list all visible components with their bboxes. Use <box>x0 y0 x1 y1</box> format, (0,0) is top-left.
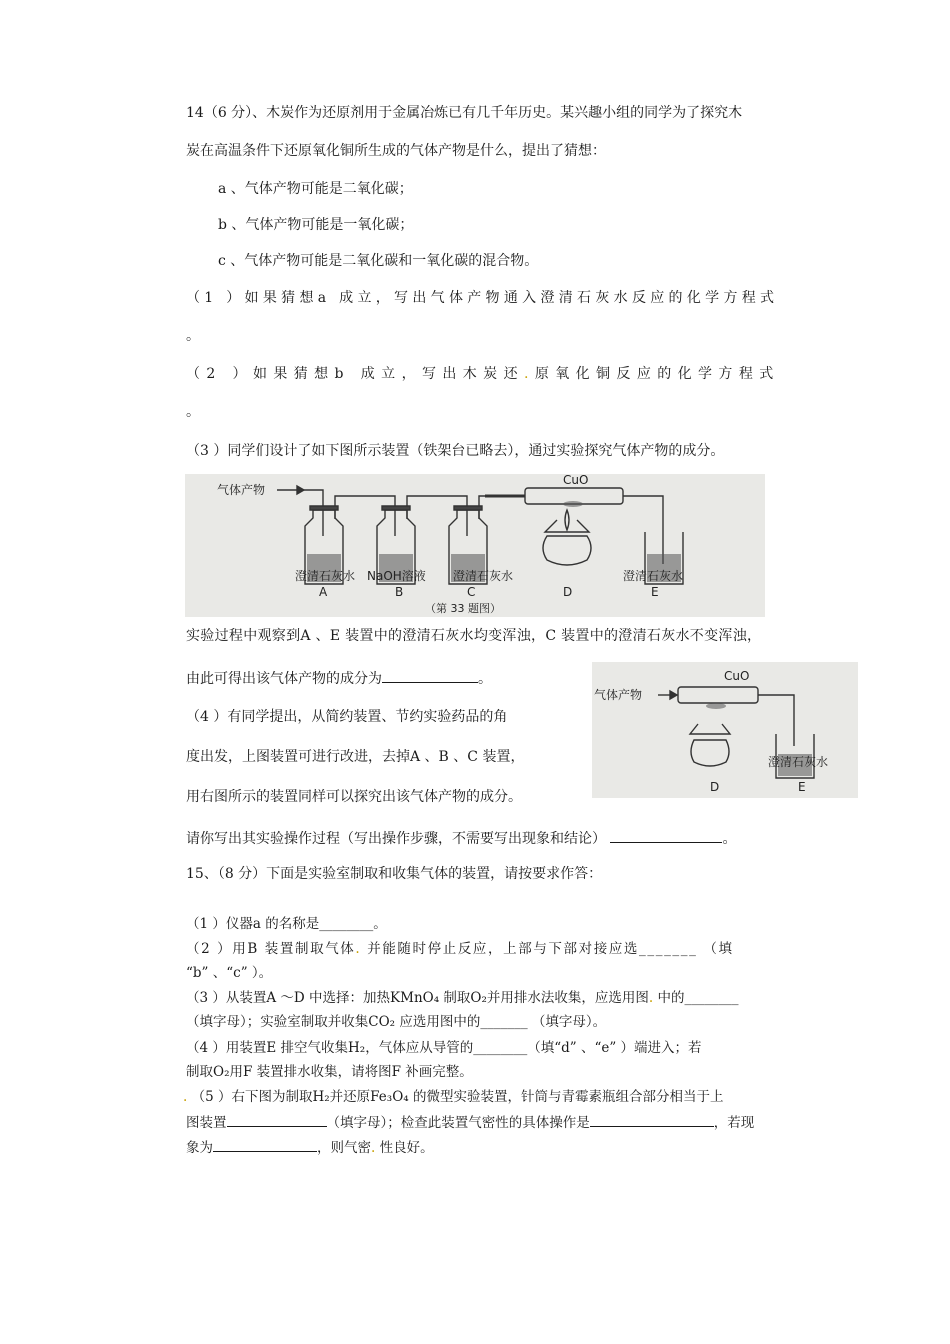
stray-dot: . <box>648 990 654 1006</box>
q14-stem-line1: 14（6 分）、木炭作为还原剂用于金属冶炼已有几千年历史。某兴趣小组的同学为了探究木 <box>186 105 743 121</box>
q15-part2-a: （2 ）用B 装置制取气体 <box>186 941 356 957</box>
fig1-label-c: 澄清石灰水 <box>453 569 514 583</box>
stray-dot: . <box>355 941 362 957</box>
q15-part3-a: （3 ）从装置A ～D 中选择：加热KMnO₄ 制取O₂并用排水法收集，应选用图 <box>186 990 649 1006</box>
q15-stem: 15、（8 分）下面是实验室制取和收集气体的装置，请按要求作答： <box>186 866 603 882</box>
q14-part4-line4 <box>186 828 736 849</box>
observation-line1: 实验过程中观察到A 、E 装置中的澄清石灰水均变浑浊，C 装置中的澄清石灰水不变浑浊， <box>186 628 762 644</box>
answer-blank-check[interactable] <box>590 1112 714 1127</box>
fig1-label-e: 澄清石灰水 <box>623 569 684 583</box>
guess-b: b 、气体产物可能是一氧化碳； <box>218 217 414 233</box>
q14-part2-a: （2 ）如果猜想b 成立，写出木炭还 <box>186 366 524 382</box>
q15-part4-line2: 制取O₂用F 装置排水收集，请将图F 补画完整。 <box>186 1064 473 1080</box>
answer-blank-phenomenon[interactable] <box>213 1137 317 1152</box>
fig1-letter-a: A <box>319 585 328 599</box>
fig1-label-b: NaOH溶液 <box>367 569 426 583</box>
answer-blank-device[interactable] <box>227 1112 327 1127</box>
stray-dot: . <box>523 366 535 382</box>
fig1-letter-c: C <box>467 585 476 599</box>
apparatus-figure-1 <box>185 474 765 617</box>
fig1-letter-b: B <box>395 585 404 599</box>
q15-part2-line2: “b” 、“c” ）。 <box>186 965 273 981</box>
answer-blank-procedure[interactable] <box>610 828 722 843</box>
observation-line2 <box>186 668 492 689</box>
observation-end: 。 <box>478 671 492 687</box>
q15-part5-f: ，则气密 <box>317 1140 371 1156</box>
q15-part5-line1 <box>183 1087 723 1107</box>
q15-part5-b: 图装置 <box>186 1115 227 1131</box>
q15-part5-line3 <box>186 1137 434 1158</box>
q14-part1: （1 ）如果猜想a 成立，写出气体产物通入澄清石灰水反应的化学方程式 <box>186 290 779 306</box>
q14-part1-end: 。 <box>186 328 200 344</box>
q14-part4-line1: （4 ）有同学提出，从简约装置、节约实验药品的角 <box>186 709 508 725</box>
fig1-gas-label: 气体产物 <box>217 483 266 497</box>
q14-stem-line2: 炭在高温条件下还原氧化铜所生成的气体产物是什么，提出了猜想： <box>186 143 606 159</box>
q15-part5-g: 性良好。 <box>379 1140 434 1156</box>
fig2-cuo-label: CuO <box>724 669 750 683</box>
q15-part5-d: ，若现 <box>713 1115 755 1131</box>
q15-part5-line2 <box>186 1112 754 1133</box>
q15-part5-e: 象为 <box>186 1140 213 1156</box>
q14-part3: （3 ）同学们设计了如下图所示装置（铁架台已略去），通过实验探究气体产物的成分。 <box>186 443 725 459</box>
stray-dot: . <box>371 1140 376 1156</box>
fig1-label-a: 澄清石灰水 <box>295 569 356 583</box>
q15-part4-line1: （4 ）用装置E 排空气收集H₂，气体应从导管的________（填“d” 、“e” ）端进入；若 <box>186 1040 702 1056</box>
q15-part2-line1 <box>186 939 734 959</box>
fig1-letter-d: D <box>563 585 573 599</box>
fig2-letter-d: D <box>710 780 720 794</box>
q15-part3-line2: （填字母）；实验室制取并收集CO₂ 应选用图中的_______ （填字母）。 <box>186 1014 607 1030</box>
fig2-gas-label: 气体产物 <box>594 688 643 702</box>
q14-part2 <box>186 364 780 384</box>
q14-part4-end: 。 <box>722 831 737 847</box>
guess-a: a 、气体产物可能是二氧化碳； <box>218 181 413 197</box>
q15-part3-line1 <box>186 988 738 1008</box>
q15-part2-b: 并能随时停止反应，上部与下部对接应选_______ （填 <box>367 941 734 957</box>
fig2-letter-e: E <box>798 780 806 794</box>
q15-part5-a: （5 ）右下图为制取H₂并还原Fe₃O₄ 的微型实验装置，针筒与青霉素瓶组合部分相当于上 <box>191 1089 724 1105</box>
q14-part4-text: 请你写出其实验操作过程（写出操作步骤，不需要写出现象和结论） <box>186 831 606 847</box>
guess-c: c 、气体产物可能是二氧化碳和一氧化碳的混合物。 <box>218 253 539 269</box>
answer-blank-composition[interactable] <box>382 668 478 683</box>
q15-part1: （1 ）仪器a 的名称是________。 <box>186 916 387 932</box>
fig2-lime-label: 澄清石灰水 <box>768 755 829 769</box>
fig1-caption: （第 33 题图） <box>425 602 501 615</box>
q14-part4-line2: 度出发，上图装置可进行改进，去掉A 、B 、C 装置， <box>186 749 525 765</box>
apparatus-drawing-1 <box>185 474 765 617</box>
q14-part2-b: 原氧化铜反应的化学方程式 <box>534 366 780 382</box>
q15-part5-c: （填字母）；检查此装置气密性的具体操作是 <box>326 1115 590 1131</box>
observation-text: 由此可得出该气体产物的成分为 <box>186 671 382 687</box>
q14-part2-end: 。 <box>186 404 200 420</box>
apparatus-drawing-2 <box>592 662 858 798</box>
stray-dot: . <box>183 1089 188 1105</box>
q15-part3-b: 中的________ <box>657 990 739 1006</box>
apparatus-figure-2 <box>592 662 858 798</box>
fig1-cuo-label: CuO <box>563 474 589 487</box>
q14-part4-line3: 用右图所示的装置同样可以探究出该气体产物的成分。 <box>186 789 522 805</box>
fig1-letter-e: E <box>651 585 659 599</box>
